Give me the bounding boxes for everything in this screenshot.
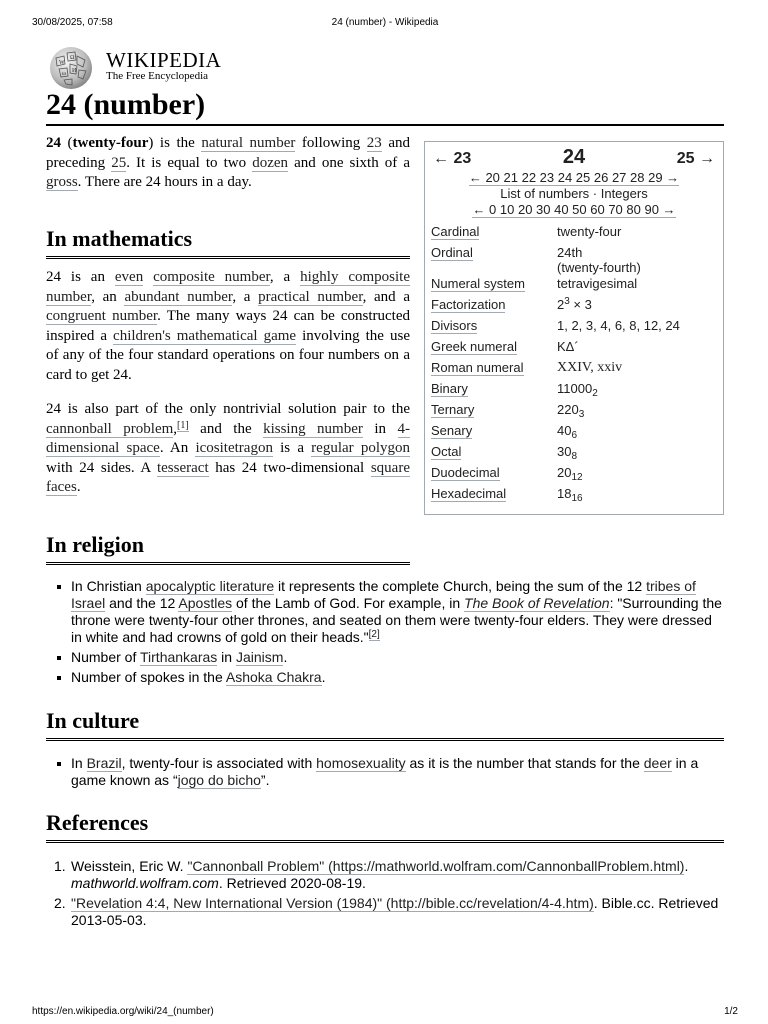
text: 24 is an xyxy=(46,269,115,285)
link-jogo-do-bicho[interactable]: jogo do bicho xyxy=(177,772,261,788)
references-list xyxy=(54,858,724,932)
list-item xyxy=(54,669,724,686)
text: has 24 two-dimensional xyxy=(208,459,371,476)
value-divisors: 1, 2, 3, 4, 6, 8, 12, 24 xyxy=(557,318,680,333)
text: . Bible.cc. Retrieved 2013-05-03. xyxy=(71,895,719,928)
binary-digits: 11000 xyxy=(557,381,593,396)
text: . An xyxy=(159,440,196,457)
citation-2[interactable]: [2] xyxy=(368,629,380,640)
link-apocalyptic-literature[interactable]: apocalyptic literature xyxy=(145,578,275,594)
link-square[interactable]: square xyxy=(370,459,410,476)
label-numeral-system[interactable]: Numeral system xyxy=(431,276,525,291)
value-ordinal xyxy=(557,245,717,275)
print-page-number: 1/2 xyxy=(724,1006,738,1017)
hexadecimal-digits: 18 xyxy=(557,486,572,501)
text: Weisstein, Eric W. xyxy=(71,858,188,874)
infobox-nav xyxy=(425,142,723,170)
link-faces[interactable]: faces xyxy=(46,479,77,496)
octal-digits: 30 xyxy=(557,444,572,459)
wikipedia-logo[interactable] xyxy=(46,44,246,90)
link-tirthankaras[interactable]: Tirthankaras xyxy=(140,649,218,665)
intro-text: following xyxy=(295,135,367,151)
reference-item xyxy=(54,895,724,929)
link-23[interactable]: 23 xyxy=(366,135,382,151)
intro-text: and one sixth of a xyxy=(288,154,411,171)
duodecimal-base: 12 xyxy=(571,472,583,483)
link-book-of-revelation[interactable] xyxy=(464,595,610,612)
heading-references: References xyxy=(46,810,724,843)
svg-text:Ω: Ω xyxy=(70,55,75,61)
value-octal xyxy=(557,444,717,464)
value-cardinal: twenty-four xyxy=(557,224,622,239)
ternary-base: 3 xyxy=(578,409,585,420)
text: mathworld.wolfram.com xyxy=(71,875,219,891)
text: , a xyxy=(269,269,301,285)
text: . xyxy=(283,649,288,665)
text: it represents the complete Church, being the sum of the 12 xyxy=(274,578,647,594)
nav-numbers-links[interactable]: ← 20 21 22 23 24 25 26 27 28 29 → xyxy=(468,170,680,185)
intro-bold-twenty-four: twenty-four xyxy=(72,135,149,151)
page-title: 24 (number) xyxy=(46,88,724,126)
nav-tens-links[interactable]: ← 0 10 20 30 40 50 60 70 80 90 → xyxy=(472,202,676,217)
print-title: 24 (number) - Wikipedia xyxy=(331,17,439,28)
infobox-row-roman xyxy=(431,360,717,380)
number-infobox xyxy=(424,141,724,515)
hexadecimal-base: 16 xyxy=(571,493,583,504)
text: . The many ways 24 can be constructed inspired a xyxy=(46,308,410,344)
intro-text: ( xyxy=(61,135,73,151)
link-25[interactable]: 25 xyxy=(111,154,127,171)
link-homosexuality[interactable]: homosexuality xyxy=(316,755,406,771)
factor-exponent: 3 xyxy=(564,296,570,307)
list-item xyxy=(54,649,724,666)
link-4-dimensional-space[interactable]: 4-dimensional space xyxy=(46,420,410,457)
infobox-row-factorization xyxy=(431,297,717,317)
value-hexadecimal xyxy=(557,486,717,506)
value-numeral-system: tetravigesimal xyxy=(557,276,638,291)
link-dozen[interactable]: dozen xyxy=(252,154,289,171)
link-cannonball-problem[interactable]: cannonball problem xyxy=(46,420,174,437)
intro-text: and preceding xyxy=(46,135,410,171)
label-octal[interactable]: Octal xyxy=(431,444,462,459)
infobox-table xyxy=(431,224,717,507)
value-ordinal-2: (twenty-fourth) xyxy=(557,260,641,275)
link-tesseract[interactable]: tesseract xyxy=(156,459,209,476)
text: in xyxy=(217,649,236,665)
text: of the Lamb of God. For example, in xyxy=(232,595,465,611)
label-senary[interactable]: Senary xyxy=(431,423,473,438)
citation-1[interactable]: [1] xyxy=(177,419,189,431)
svg-text:ω: ω xyxy=(62,71,66,77)
link-natural-number[interactable]: natural number xyxy=(201,135,296,151)
link-apostles[interactable]: Apostles xyxy=(178,595,233,611)
text: and the xyxy=(188,420,264,437)
value-factorization xyxy=(557,297,717,317)
link-practical-number[interactable]: practical number xyxy=(258,288,363,305)
reference-item xyxy=(54,858,724,892)
value-ternary xyxy=(557,402,717,422)
heading-religion: In religion xyxy=(46,532,410,565)
link-regular-polygon[interactable]: regular polygon xyxy=(311,440,410,457)
label-factorization[interactable]: Factorization xyxy=(431,297,506,312)
label-hexadecimal[interactable]: Hexadecimal xyxy=(431,486,507,501)
book-of-revelation-title: The Book of Revelation xyxy=(464,595,610,611)
link-brazil[interactable]: Brazil xyxy=(86,755,122,771)
text: Number of spokes in the xyxy=(71,669,226,685)
infobox-row-octal xyxy=(431,444,717,464)
link-childrens-mathematical-game[interactable]: children's mathematical game xyxy=(113,327,297,344)
list-links-text[interactable]: List of numbers · Integers xyxy=(500,186,648,201)
link-ashoka-chakra[interactable]: Ashoka Chakra xyxy=(225,669,322,685)
svg-text:И: И xyxy=(72,68,77,74)
intro-text: . There are 24 hours in a day. xyxy=(77,174,252,191)
infobox-next-link[interactable]: 25 → xyxy=(676,150,715,167)
link-revelation-ref[interactable]: "Revelation 4:4, New International Version (1984)" (http://bible.cc/revelation/4-4.htm) xyxy=(71,895,594,911)
infobox-list-links xyxy=(425,186,723,202)
reference-number: 2. xyxy=(54,895,66,911)
infobox-row-senary xyxy=(431,423,717,443)
heading-mathematics: In mathematics xyxy=(46,226,410,259)
infobox-row-divisors xyxy=(431,318,717,338)
text: ”. xyxy=(260,772,270,788)
duodecimal-digits: 20 xyxy=(557,465,572,480)
math-paragraph-1 xyxy=(46,268,410,386)
link-highly-composite-number[interactable]: highly composite number xyxy=(46,269,410,305)
print-url: https://en.wikipedia.org/wiki/24_(number) xyxy=(32,1006,214,1017)
culture-list xyxy=(54,755,724,792)
link-abundant-number[interactable]: abundant number xyxy=(124,288,233,305)
senary-digits: 40 xyxy=(557,423,572,438)
text: 24 is also part of the only nontrivial solution pair to the xyxy=(46,401,410,417)
infobox-nav-tens xyxy=(425,202,723,218)
text: , twenty-four is associated with xyxy=(121,755,317,771)
text: . Retrieved 2020-08-19. xyxy=(218,875,366,891)
infobox-row-ternary xyxy=(431,402,717,422)
label-roman[interactable]: Roman numeral xyxy=(431,360,524,375)
octal-base: 8 xyxy=(571,451,578,462)
factor-rest: × 3 xyxy=(569,297,592,312)
label-binary[interactable]: Binary xyxy=(431,381,468,396)
text: involving the use of any of the four standard operations on four numbers on a card to get 24. xyxy=(46,327,410,383)
infobox-row-hexadecimal xyxy=(431,486,717,506)
label-cardinal[interactable]: Cardinal xyxy=(431,224,480,239)
print-date: 30/08/2025, 07:58 xyxy=(32,17,113,28)
link-kissing-number[interactable]: kissing number xyxy=(263,420,363,437)
text: Number of xyxy=(71,649,140,665)
value-greek: KΔ´ xyxy=(557,339,579,354)
intro-text: ) is the xyxy=(148,135,202,151)
text: in a game known as “ xyxy=(71,755,699,788)
text: : "Surrounding the throne were twenty-four other thrones, and seated on them were twenty-four elders. They were dressed in white and had crowns of gold on their heads." xyxy=(71,595,722,645)
infobox-row-duodecimal xyxy=(431,465,717,485)
label-duodecimal[interactable]: Duodecimal xyxy=(431,465,500,480)
intro-paragraph xyxy=(46,134,410,193)
heading-culture: In culture xyxy=(46,708,724,741)
link-composite-number[interactable]: composite number xyxy=(153,269,270,285)
text: . xyxy=(321,669,326,685)
ternary-digits: 220 xyxy=(557,402,579,417)
text: , an xyxy=(91,288,125,305)
infobox-row-binary xyxy=(431,381,717,401)
link-deer[interactable]: deer xyxy=(643,755,672,771)
text xyxy=(143,269,153,285)
label-greek[interactable]: Greek numeral xyxy=(431,339,517,354)
religion-list xyxy=(54,578,724,689)
value-binary xyxy=(557,381,717,401)
link-tribes-of-israel[interactable]: tribes of Israel xyxy=(71,578,696,611)
infobox-row-cardinal xyxy=(431,224,717,244)
text: In xyxy=(71,755,87,771)
wikipedia-wordmark: WIKIPEDIA xyxy=(106,48,222,72)
value-ordinal-1: 24th xyxy=(557,245,583,260)
value-senary xyxy=(557,423,717,443)
infobox-current: 24 xyxy=(562,146,586,168)
text: In Christian xyxy=(71,578,146,594)
text: . xyxy=(76,479,81,496)
math-paragraph-2 xyxy=(46,400,410,498)
binary-base: 2 xyxy=(592,388,598,399)
value-roman: XXIV, xxiv xyxy=(557,360,623,375)
text: with 24 sides. A xyxy=(46,459,157,476)
link-even[interactable]: even xyxy=(114,269,144,285)
text: as it is the number that stands for the xyxy=(405,755,644,771)
senary-base: 6 xyxy=(571,430,578,441)
text: is a xyxy=(272,440,312,457)
infobox-row-ordinal xyxy=(431,245,717,275)
text: in xyxy=(362,420,398,437)
infobox-nav-numbers xyxy=(425,170,723,186)
link-gross[interactable]: gross xyxy=(46,174,78,191)
link-cannonball-problem-ref[interactable]: "Cannonball Problem" (https://mathworld.wolfram.com/CannonballProblem.html) xyxy=(187,858,685,874)
list-item xyxy=(54,755,724,789)
text: , a xyxy=(232,288,259,305)
link-congruent-number[interactable]: congruent number xyxy=(46,308,158,325)
list-item xyxy=(54,578,724,646)
wikipedia-globe-icon xyxy=(46,44,96,90)
intro-bold-24: 24 xyxy=(46,135,61,151)
svg-text:W: W xyxy=(59,60,65,66)
reference-number: 1. xyxy=(54,858,66,874)
label-ordinal[interactable]: Ordinal xyxy=(431,245,473,260)
factor-base: 2 xyxy=(557,297,565,312)
infobox-prev-link[interactable]: ← 23 xyxy=(433,150,472,167)
link-jainism[interactable]: Jainism xyxy=(235,649,284,665)
label-divisors[interactable]: Divisors xyxy=(431,318,478,333)
text: , xyxy=(173,420,178,437)
text: , and a xyxy=(362,288,410,305)
value-duodecimal xyxy=(557,465,717,485)
link-icositetragon[interactable]: icositetragon xyxy=(195,440,273,457)
text: . xyxy=(684,858,689,874)
wikipedia-tagline: The Free Encyclopedia xyxy=(106,70,209,82)
intro-text: . It is equal to two xyxy=(126,154,253,171)
label-ternary[interactable]: Ternary xyxy=(431,402,475,417)
text: and the 12 xyxy=(105,595,179,611)
infobox-row-greek xyxy=(431,339,717,359)
infobox-row-numeral-system xyxy=(431,276,717,296)
